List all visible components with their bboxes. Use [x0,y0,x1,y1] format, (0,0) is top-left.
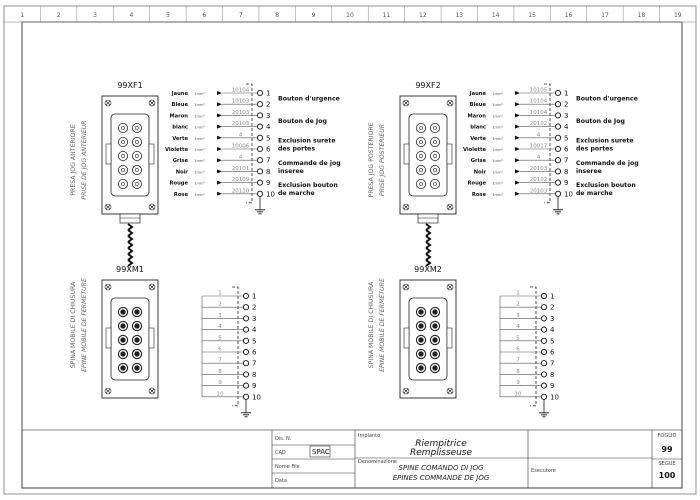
function-description-line2: inseree [576,167,602,175]
pin-number: 7 [252,359,257,368]
pin-terminal [257,180,262,185]
connector-key [106,328,111,348]
foglio-value: 99 [661,445,673,454]
impianto-fr: Remplisseuse [409,448,473,458]
contact-core [433,126,436,129]
function-description: Bouton de Jog [576,118,625,125]
connector-housing [409,298,447,380]
date-label: Data [275,478,287,484]
wire-code: 4 [536,132,541,139]
pin-number: 10 [252,393,261,402]
wire-section-label: 1mm² [194,136,205,141]
wire-code: 20103 [231,121,250,128]
grid-column-label: 1 [20,12,25,19]
grid-column-label: 5 [165,12,170,19]
wire-section-label: 1mm² [194,192,205,197]
wire-code: 10 [514,391,522,398]
wire-code: 10105 [529,87,548,94]
connector-key [404,328,409,348]
contact-core [433,310,438,315]
connector-key [404,144,409,164]
cad-label: CAD [275,450,286,456]
pin-number: 9 [550,382,555,391]
pin-number: 10 [266,190,275,199]
wire-section-label: 1mm² [492,114,503,119]
pin-terminal [257,124,262,129]
wire-code: 2 [516,301,520,308]
pin-terminal [257,113,262,118]
grid-column-label: 9 [311,12,316,19]
wire-code: 5 [516,335,520,342]
pin-terminal [541,338,546,343]
contact-core [135,310,140,315]
pin-terminal [243,372,248,377]
pin-number: 5 [564,134,569,143]
contact-core [135,352,140,357]
wire-color-label: Grise [172,158,188,165]
pin-number: 7 [564,156,569,165]
wire-code: 7 [218,357,222,364]
connector-id-label: 99XM2 [414,265,442,274]
connector-id-label: 99XF2 [415,81,441,90]
wire-code: 4 [218,324,222,331]
connector-label-fr: PRISE JOG POSTERIEUR [379,123,386,197]
pin-terminal [555,124,560,129]
wire-code: 1 [218,290,222,297]
wire-code: 20102 [529,121,548,128]
pin-number: 5 [266,134,271,143]
pin-terminal [243,361,248,366]
connector-label-it: PRESA JOG ANTERIORE [70,124,77,196]
connector-key [149,328,154,348]
cable-gland [418,214,438,223]
wire-color-label: Jaune [469,91,486,97]
contact-core [121,310,126,315]
pin-number: 3 [564,111,569,120]
wire-color-label: Verte [172,135,188,142]
pin-number: 9 [266,179,271,188]
pin-number: 4 [550,326,555,335]
pin-number: 1 [266,89,271,98]
wire-color-label: Noir [175,169,188,176]
wire-code: 20103 [231,109,250,116]
wire-code: 4 [238,132,243,139]
contact-core [419,338,424,343]
contact-core [419,168,422,171]
pin-number: 8 [564,167,569,176]
wire-code: 6 [218,346,222,353]
grid-column-label: 4 [129,12,134,19]
wire-code: 2 [218,301,222,308]
grid-column-label: 13 [455,12,464,19]
function-description-line2: de marche [278,190,315,198]
pin-terminal [257,135,262,140]
grid-column-label: 10 [346,12,354,19]
pin-terminal [541,327,546,332]
contact-core [433,338,438,343]
wire-color-label: Violette [462,147,486,153]
connector-housing [409,114,447,196]
pin-terminal [243,316,248,321]
contact-core [433,352,438,357]
pin-number: 5 [550,337,555,346]
function-description-line2: de marche [576,190,613,198]
function-description: Exclusion surete [278,137,336,145]
pin-number: 1 [550,292,555,301]
pin-terminal [555,90,560,95]
contact-core [419,352,424,357]
contact-core [135,140,138,143]
contact-core [433,168,436,171]
pin-number: 5 [252,337,257,346]
wire-color-label: Jaune [171,91,188,97]
pin-terminal [257,191,262,196]
wire-color-label: Rose [471,191,486,198]
function-description-line2: des portes [576,145,614,153]
grid-column-label: 19 [673,12,682,19]
wire-section-label: 1mm² [194,92,205,96]
pin-number: 2 [564,100,569,109]
sheet-border [4,6,696,494]
contact-core [121,182,124,185]
foglio-label: FOGLIO [657,433,677,439]
contact-core [121,352,126,357]
pin-terminal [541,361,546,366]
grid-column-label: 8 [275,12,280,19]
contact-core [135,324,140,329]
contact-core [135,366,140,371]
connector-label-fr: EPINE MOBILE DE FERMETURE [379,278,386,372]
pin-number: 3 [252,314,257,323]
wire-code: 20101 [231,165,250,172]
pin-terminal [541,349,546,354]
segue-label: SEGUE [658,461,676,467]
wire-color-label: Grise [470,158,486,165]
denominazione-it: SPINE COMANDO DI JOG [398,464,484,472]
impianto-it: Riempitrice [415,439,467,449]
pin-number: 4 [266,123,271,132]
function-description: Exclusion bouton [278,182,338,190]
cable-gland [120,214,140,223]
wire-code: 3 [516,312,520,319]
wire-section-label: 1mm² [194,114,205,119]
contact-core [433,182,436,185]
pin-number: 6 [564,145,569,154]
contact-core [433,140,436,143]
pin-terminal [257,146,262,151]
pin-terminal [541,316,546,321]
pin-number: 9 [252,382,257,391]
denominazione-label: Denominazione [358,459,397,465]
contact-core [419,324,424,329]
contact-core [433,324,438,329]
grid-column-label: 6 [202,12,207,19]
wire-code: 20109 [231,177,250,184]
pin-terminal [243,394,248,399]
function-description-line2: des portes [278,145,316,153]
pin-terminal [541,293,546,298]
contact-core [135,338,140,343]
pin-number: 8 [550,370,555,379]
connector-key [447,144,452,164]
connector-99XM2 [400,265,456,398]
contact-core [419,154,422,157]
pin-number: 3 [550,314,555,323]
function-description: Exclusion surete [576,137,634,145]
wire-section-label: 1mm² [492,170,503,175]
pin-number: 6 [252,348,257,357]
pin-number: 2 [252,303,257,312]
wire-color-label: Rouge [467,180,486,187]
wire-color-label: Bleue [469,102,486,109]
connector-label-fr: PRISE DE JOG ANTERIEUR [81,120,88,200]
wire-section-label: 1mm² [492,125,503,130]
wire-section-label: 1mm² [492,148,503,152]
connector-99XF2 [400,81,456,223]
grid-column-label: 15 [528,12,536,19]
wire-section-label: 1mm² [492,159,503,164]
contact-core [433,154,436,157]
contact-core [419,140,422,143]
grid-column-label: 7 [238,12,243,19]
connector-label-fr: EPINE MOBILE DE FERMETURE [81,278,88,372]
wire-code: 9 [516,380,520,387]
contact-core [121,366,126,371]
connector-housing [111,114,149,196]
wire-code: 4 [536,154,541,161]
contact-core [135,182,138,185]
wire-code: 4 [516,324,520,331]
wire-code: 10103 [231,98,250,105]
pin-terminal [541,372,546,377]
contact-core [135,126,138,129]
wire-color-label: Verte [470,135,486,142]
connector-label-it: PRESA JOG POSTERIORE [368,122,375,198]
pin-terminal [555,191,560,196]
function-description: Bouton de Jog [278,118,327,125]
grid-column-label: 2 [56,12,61,19]
wire-code: 20110 [231,188,250,195]
contact-core [419,126,422,129]
wire-color-label: Noir [473,169,486,176]
pin-terminal [257,158,262,163]
wire-section-label: 1mm² [194,148,205,152]
function-description: Commande de jog [576,159,639,167]
wire-code: 8 [516,368,520,375]
wire-code: 10104 [529,98,548,105]
pin-number: 3 [266,111,271,120]
contact-core [121,126,124,129]
wire-section-label: 1mm² [492,192,503,197]
grid-column-label: 11 [382,12,391,19]
wire-code: 6 [516,346,520,353]
function-description: Commande de jog [278,159,341,167]
wire-code: 4 [238,154,243,161]
wire-section-label: 1mm² [492,136,503,141]
dis-label: Dis. N. [275,436,292,442]
wire-code: 5 [218,335,222,342]
pin-terminal [555,180,560,185]
grid-column-label: 17 [601,12,609,19]
contact-core [121,168,124,171]
wire-section-label: 1mm² [492,181,503,186]
contact-core [433,366,438,371]
pin-number: 6 [550,348,555,357]
wire-code: 20103 [529,188,548,195]
contact-core [121,154,124,157]
segue-value: 100 [658,471,676,480]
pin-terminal [243,305,248,310]
wire-color-label: Maron [169,113,188,120]
connector-id-label: 99XF1 [117,81,143,90]
pin-terminal [243,338,248,343]
pin-terminal [541,394,546,399]
pin-terminal [257,102,262,107]
wire-color-label: blanc [172,124,188,131]
grid-column-label: 12 [419,12,427,19]
pin-terminal [555,146,560,151]
grid-column-label: 14 [491,12,500,19]
connector-housing [111,298,149,380]
cad-value: SPAC [312,448,330,456]
contact-core [419,310,424,315]
pin-terminal [555,135,560,140]
wire-section-label: 1mm² [194,170,205,175]
pin-number: 10 [550,393,559,402]
wire-code: 3 [218,312,222,319]
pin-terminal [555,113,560,118]
pin-terminal [541,383,546,388]
connector-99XM1 [102,265,158,398]
pin-terminal [243,383,248,388]
wire-code: 20102 [529,177,548,184]
grid-column-label: 3 [93,12,97,19]
pin-number: 1 [564,89,569,98]
pin-terminal [243,349,248,354]
wire-code: 7 [516,357,520,364]
contact-core [419,182,422,185]
contact-core [135,168,138,171]
pin-number: 8 [266,167,271,176]
connector-key [106,144,111,164]
pin-terminal [555,158,560,163]
wire-section-label: 1mm² [492,92,503,96]
filename-label: Nome File [275,464,300,470]
function-description: Bouton d'urgence [576,95,638,103]
wire-color-label: Bleue [171,102,188,109]
impianto-label: Impianto [358,433,381,439]
connector-label-it: SPINA MOBILE DI CHIUSURA [368,281,375,369]
contact-core [121,140,124,143]
function-description: Bouton d'urgence [278,95,340,103]
wire-code: 10104 [231,87,250,94]
wire-color-label: blanc [470,124,486,131]
wire-code: 10 [216,391,224,398]
grid-column-label: 16 [564,12,573,19]
pin-number: 4 [564,123,569,132]
function-description: Exclusion bouton [576,182,636,190]
pin-number: 10 [564,190,573,199]
wire-code: 8 [218,368,222,375]
pin-terminal [257,169,262,174]
denominazione-fr: EPINES COMMANDE DE JOG [392,474,490,482]
wire-color-label: Maron [467,113,486,120]
function-description-line2: inseree [278,167,304,175]
pin-terminal [541,305,546,310]
pin-number: 4 [252,326,257,335]
wire-color-label: Rose [173,191,188,198]
connector-key [447,328,452,348]
contact-core [419,366,424,371]
pin-number: 7 [550,359,555,368]
pin-terminal [555,102,560,107]
wire-code: 10104 [529,109,548,116]
contact-core [121,338,126,343]
wire-code: 9 [218,380,222,387]
connector-label-it: SPINA MOBILE DI CHIUSURA [70,281,77,369]
pin-terminal [555,169,560,174]
wire-code: 20103 [529,165,548,172]
connector-id-label: 99XM1 [116,265,144,274]
wire-code: 10017 [529,143,548,150]
wire-code: 1 [516,290,520,297]
contact-core [135,154,138,157]
pin-number: 2 [550,303,555,312]
pin-number: 1 [252,292,257,301]
contact-core [121,324,126,329]
pin-number: 2 [266,100,271,109]
wire-section-label: 1mm² [194,181,205,186]
wire-color-label: Violette [164,147,188,153]
wire-section-label: 1mm² [492,103,503,108]
grid-column-label: 18 [637,12,646,19]
pin-terminal [243,293,248,298]
esecutore-label: Esecutore [531,468,556,474]
connector-key [149,144,154,164]
wire-color-label: Rouge [169,180,188,187]
wire-code: 10006 [231,143,250,150]
pin-number: 7 [266,156,271,165]
pin-terminal [257,90,262,95]
wire-section-label: 1mm² [194,103,205,108]
pin-terminal [243,327,248,332]
connector-99XF1 [102,81,158,223]
pin-number: 6 [266,145,271,154]
pin-number: 8 [252,370,257,379]
wire-section-label: 1mm² [194,125,205,130]
wire-section-label: 1mm² [194,159,205,164]
pin-number: 9 [564,179,569,188]
